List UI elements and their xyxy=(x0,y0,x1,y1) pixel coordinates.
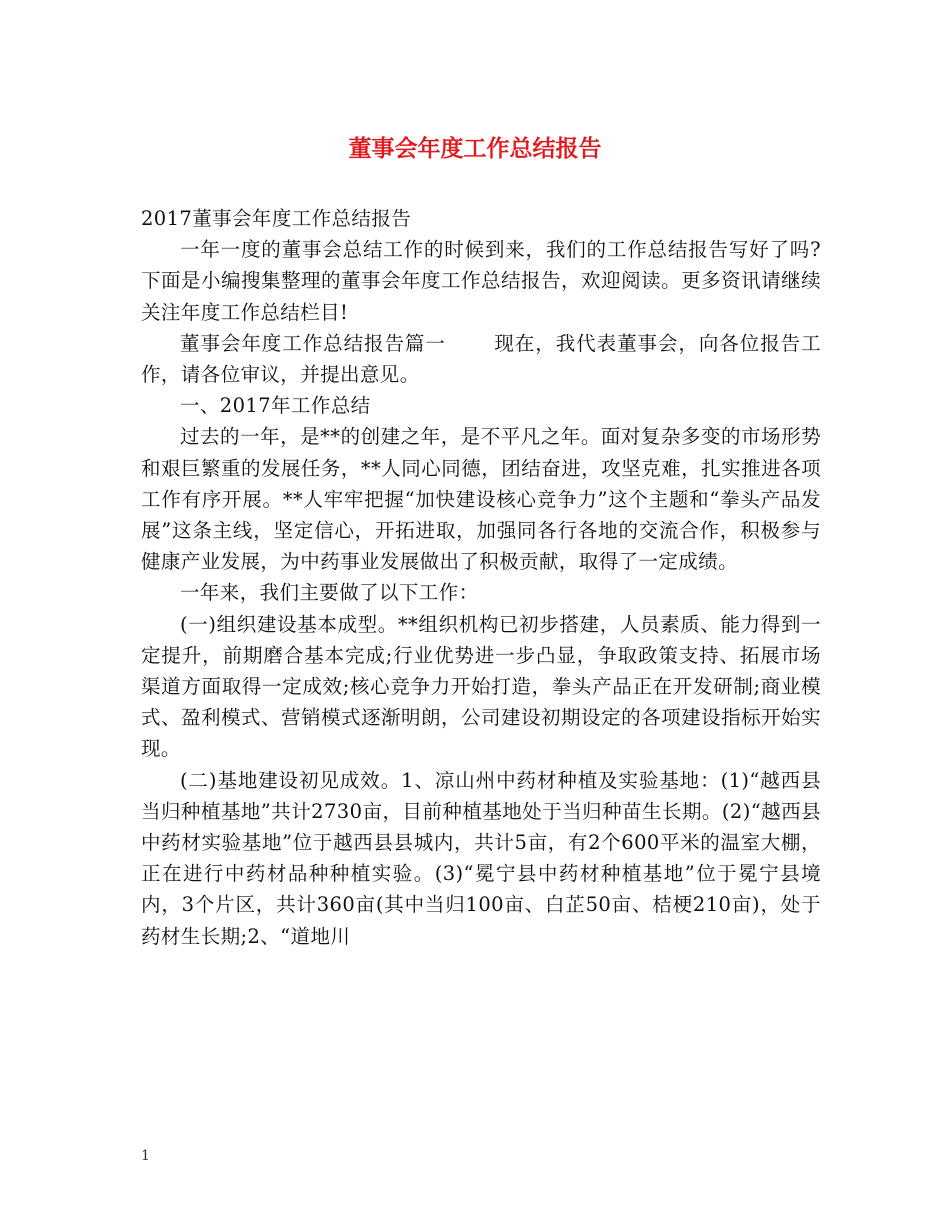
page-title: 董事会年度工作总结报告 xyxy=(348,135,602,162)
page-number: 1 xyxy=(141,1148,150,1164)
paragraph-org-building: (一)组织建设基本成型。**组织机构已初步搭建，人员素质、能力得到一定提升，前期磨合基本完成;行业优势进一步凸显，争取政策支持、拓展市场渠道方面取得一定成效;核心竞争力开始打造，拳头产品正在开发研制;商业模式、盈利模式、营销模式逐渐明朗，公司建设初期设定的各项建设指标开始实现。 xyxy=(141,612,821,761)
section-one-heading: 董事会年度工作总结报告篇一 xyxy=(180,331,446,355)
paragraph-section-one xyxy=(141,328,821,390)
document-body xyxy=(141,203,821,952)
paragraph-past-year: 过去的一年，是**的创建之年，是不平凡之年。面对复杂多变的市场形势和艰巨繁重的发展任务，**人同心同德，团结奋进，攻坚克难，扎实推进各项工作有序开展。**人牢牢把握“加快建设核心竞争力”这个主题和“拳头产品发展”这条主线，坚定信心，开拓进取，加强同各行各地的交流合作，积极参与健康产业发展，为中药事业发展做出了积极贡献，取得了一定成绩。 xyxy=(141,425,821,574)
paragraph-intro: 一年一度的董事会总结工作的时候到来，我们的工作总结报告写好了吗?下面是小编搜集整理的董事会年度工作总结报告，欢迎阅读。更多资讯请继续关注年度工作总结栏目! xyxy=(141,238,821,324)
paragraph-heading-2017: 一、2017年工作总结 xyxy=(180,394,371,418)
paragraph-subtitle: 2017董事会年度工作总结报告 xyxy=(141,207,412,230)
section-one-text: 现在，我代表董事会，向各位报告工作，请各位审议，并提出意见。 xyxy=(141,331,821,387)
paragraph-base-building: (二)基地建设初见成效。1、凉山州中药材种植及实验基地：(1)“越西县当归种植基地”共计2730亩，目前种植基地处于当归种苗生长期。(2)“越西县中药材实验基地”位于越西县县城内，共计5亩，有2个600平米的温室大棚，正在进行中药材品种种植实验。(3)“冕宁县中药材种植基地”位于冕宁县境内，3个片区，共计360亩(其中当归100亩、白芷50亩、桔梗210亩)，处于药材生长期;2、“道地川 xyxy=(141,768,821,948)
paragraph-work-list: 一年来，我们主要做了以下工作： xyxy=(180,581,479,605)
